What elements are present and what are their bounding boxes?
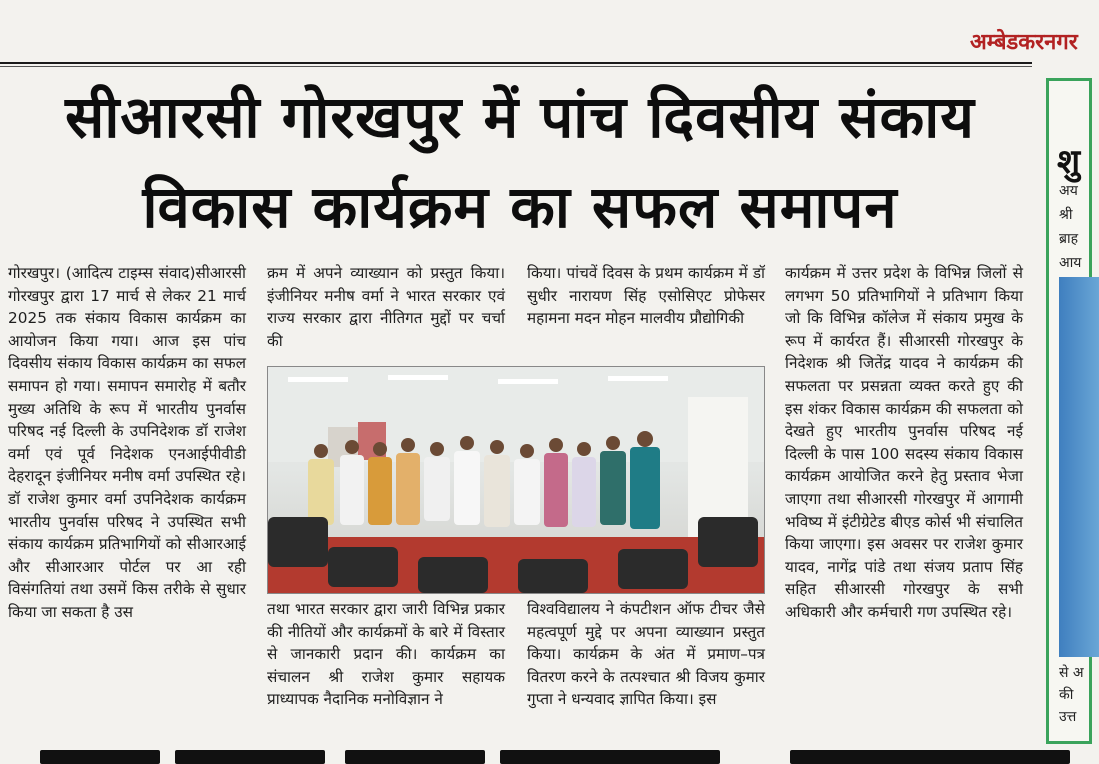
next-headline-fragment [0, 746, 1080, 761]
person-head [401, 438, 415, 452]
article-column-2-bottom: तथा भारत सरकार द्वारा जारी विभिन्न प्रकार की नीतियों और कार्यक्रमों के बारे में विस्तार से जानकारी प्रदान की। कार्यक्रम का संचालन श्री राजेश कुमार सहायक प्राध्यापक नैदानिक मनोविज्ञान ने [267, 600, 505, 709]
sidebar-line: अय [1059, 183, 1078, 199]
masthead-rule-thin [0, 66, 1032, 67]
article-column-2-top: क्रम में अपने व्याख्यान को प्रस्तुत किया। इंजीनियर मनीष वर्मा ने भारत सरकार एवं राज्य सरकार द्वारा नीतिगत मुद्दों पर चर्चा की [267, 264, 505, 350]
person-head [430, 442, 444, 456]
sidebar-line: आय [1059, 255, 1082, 271]
cutoff-text-block [790, 750, 1070, 764]
chair [418, 557, 488, 593]
person [600, 451, 626, 525]
person-head [460, 436, 474, 450]
chair [518, 559, 588, 593]
sidebar-footer-line: की [1059, 687, 1074, 703]
person-head [549, 438, 563, 452]
sidebar-line: ब्राह [1059, 231, 1079, 247]
person [630, 447, 660, 529]
person [544, 453, 568, 527]
photo-door [688, 397, 748, 537]
cutoff-text-block [345, 750, 485, 764]
chair [698, 517, 758, 567]
people-group [308, 447, 660, 529]
person-head [637, 431, 653, 447]
sidebar-footer-line: से अ [1059, 665, 1084, 681]
sidebar-ad-box [1046, 78, 1092, 744]
person-head [520, 444, 534, 458]
person [424, 457, 450, 521]
chair [268, 517, 328, 567]
ceiling-light [498, 379, 558, 384]
person [514, 459, 540, 525]
headline-line-2: विकास कार्यक्रम का सफल समापन [142, 173, 898, 241]
article-column-3-top: किया। पांचवें दिवस के प्रथम कार्यक्रम में डॉ सुधीर नारायण सिंह एसोसिएट प्रोफेसर महामना मदन मोहन मालवीय प्रौद्योगिकी [527, 264, 765, 328]
ceiling-light [388, 375, 448, 380]
article-column-4: कार्यक्रम में उत्तर प्रदेश के विभिन्न जिलों से लगभग 50 प्रतिभागियों ने प्रतिभाग किया जो कि विभिन्न कॉलेज में संकाय प्रमुख के रूप में कार्यरत हैं। सीआरसी गोरखपुर के निदेशक श्री जितेंद्र यादव ने कार्यक्रम की सफलता पर प्रसन्नता व्यक्त करते हुए की इस शंकर विकास कार्यक्रम की सफलता को देखते हुए भारतीय पुनर्वास परिषद नई दिल्ली के पास 100 सदस्य संकाय विकास कार्यक्रम आयोजित करने हेतु प्रस्ताव भेजा जाएगा तथा सीआरसी गोरखपुर में आगामी भविष्य में इंटीग्रेटेड बीएड कोर्स भी संचालित किया जाएगा। इस अवसर पर राजेश कुमार यादव, नागेंद्र पांडे तथा संजय प्रताप सिंह सहित सीआरसी गोरखपुर के सभी अधिकारी और कर्मचारी गण उपस्थित रहे। [785, 264, 1023, 621]
person [368, 457, 392, 525]
person-head [606, 436, 620, 450]
person [484, 455, 510, 527]
sidebar-title: शु [1057, 142, 1081, 182]
ceiling-light [288, 377, 348, 382]
sidebar-line: श्री [1059, 207, 1073, 223]
chair [618, 549, 688, 589]
sidebar-image [1059, 277, 1099, 657]
person-head [373, 442, 387, 456]
masthead-name: अम्बेडकरनगर [970, 30, 1078, 55]
person [308, 459, 334, 525]
person [572, 457, 596, 527]
cutoff-text-block [40, 750, 160, 764]
person-head [314, 444, 328, 458]
cutoff-text-block [175, 750, 325, 764]
person [454, 451, 480, 525]
group-photo [267, 366, 765, 594]
article-column-1: गोरखपुर। (आदित्य टाइम्स संवाद)सीआरसी गोरखपुर द्वारा 17 मार्च से लेकर 21 मार्च 2025 तक संकाय विकास कार्यक्रम का आयोजन किया गया। आज इस पांच दिवसीय संकाय विकास कार्यक्रम का सफल समापन हो गया। समापन समारोह में बतौर मुख्य अतिथि के रूप में भारतीय पुनर्वास परिषद नई दिल्ली के उपनिदेशक डॉ राजेश वर्मा एवं पूर्व निदेशक एनआईपीवीडी देहरादून इंजीनियर मनीष वर्मा उपस्थित रहे। डॉ राजेश कुमार वर्मा उपनिदेशक कार्यक्रम भारतीय पुनर्वास परिषद ने उपस्थित सभी संकाय कार्यक्रम प्रतिभागियों को सीआरआई और सीआरआर पोर्टल पर आ रही विसंगतियां तथा उसमें किस तरीके से सुधार किया जा सकता है उस [8, 264, 246, 621]
sidebar-footer-line: उत्त [1059, 709, 1077, 725]
ceiling-light [608, 376, 668, 381]
group-photo-illustration [268, 367, 764, 593]
person [396, 453, 420, 525]
chair [328, 547, 398, 587]
person-head [345, 440, 359, 454]
person-head [577, 442, 591, 456]
masthead-rule [0, 62, 1032, 64]
headline-line-1: सीआरसी गोरखपुर में पांच दिवसीय संकाय [65, 83, 975, 151]
article-column-3-bottom: विश्वविद्यालय ने कंपटीशन ऑफ टीचर जैसे महत्वपूर्ण मुद्दे पर अपना व्याख्यान प्रस्तुत किया। कार्यक्रम के अंत में प्रमाण–पत्र वितरण करने के तत्पश्चात श्री विजय कुमार गुप्ता ने धन्यवाद ज्ञापित किया। इस [527, 600, 765, 709]
person [340, 455, 364, 525]
cutoff-text-block [500, 750, 720, 764]
person-head [490, 440, 504, 454]
